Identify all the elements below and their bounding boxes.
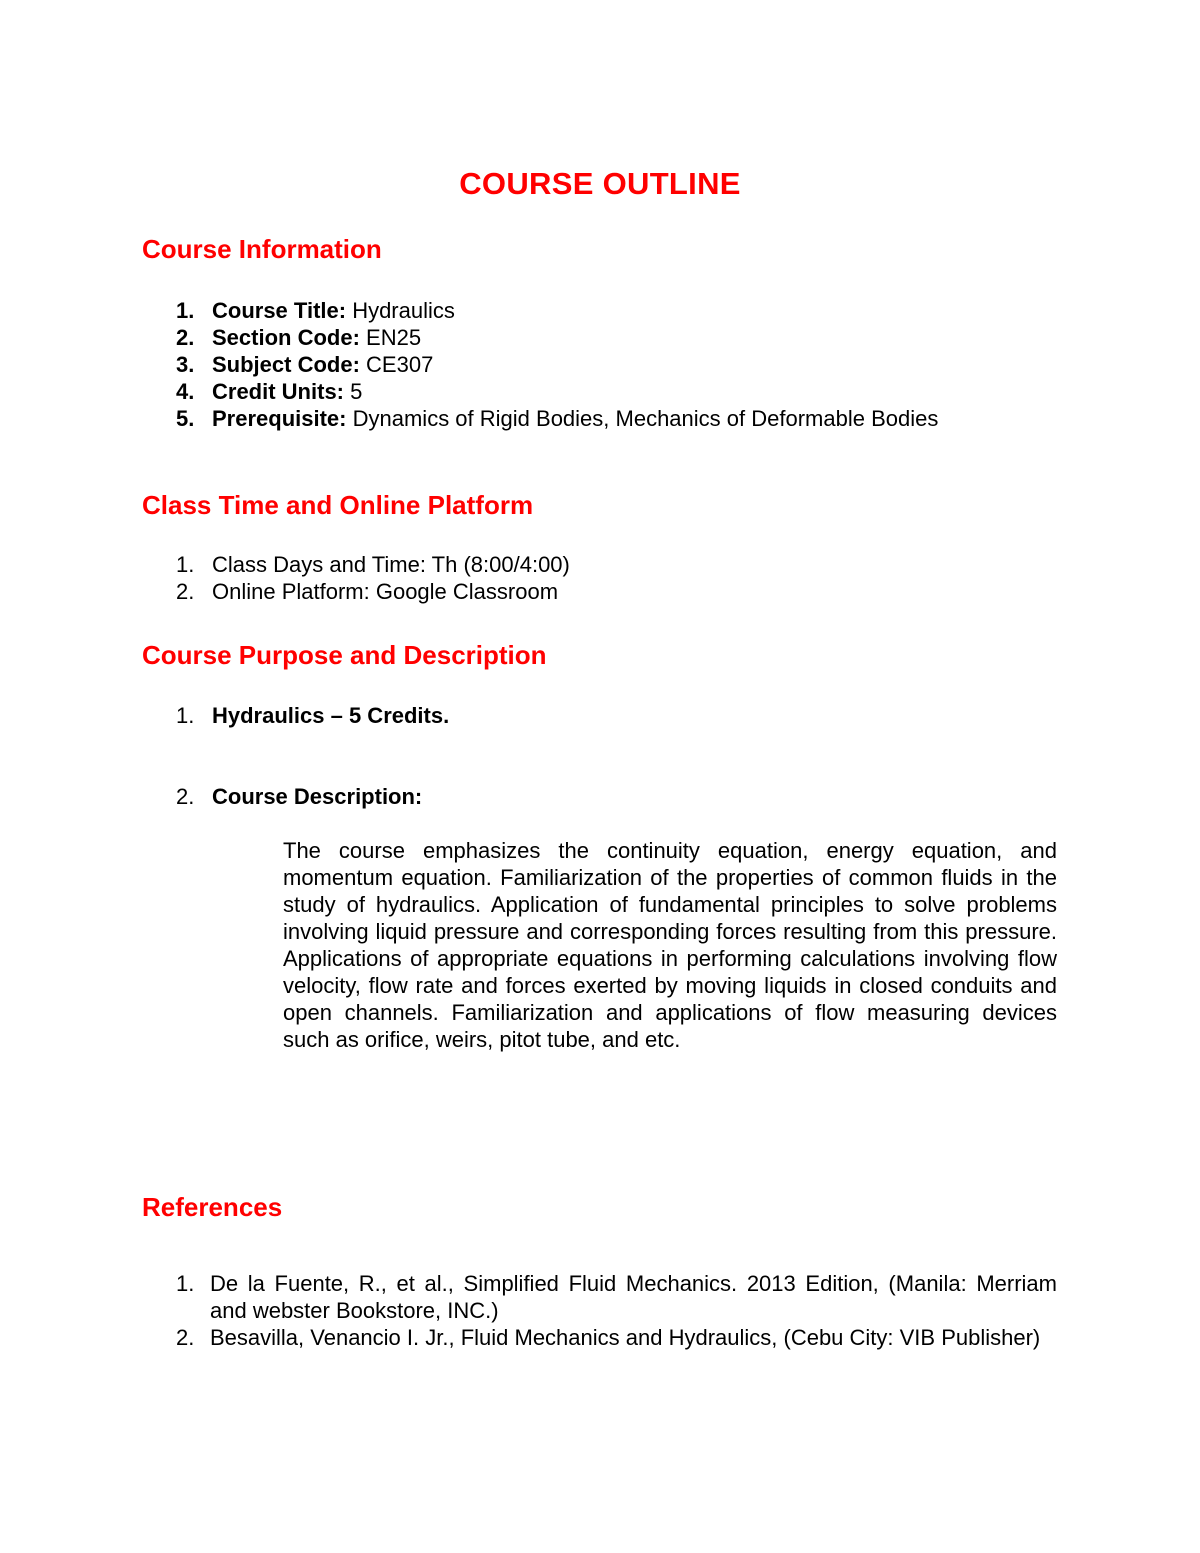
course-information-heading: Course Information <box>142 234 382 264</box>
section-code-label: Section Code: <box>212 325 360 350</box>
document-title: COURSE OUTLINE <box>459 166 741 201</box>
reference-text: Besavilla, Venancio I. Jr., Fluid Mechanics and Hydraulics, (Cebu City: VIB Publisher) <box>210 1325 1041 1350</box>
item-number: 1. <box>176 298 195 323</box>
prerequisite-label: Prerequisite: <box>212 406 347 431</box>
online-platform-text: Online Platform: Google Classroom <box>212 579 559 604</box>
item-number: 2. <box>176 325 195 350</box>
item-number: 2. <box>176 1325 195 1350</box>
subject-code-label: Subject Code: <box>212 352 360 377</box>
class-time-heading: Class Time and Online Platform <box>142 490 534 520</box>
credit-units-label: Credit Units: <box>212 379 344 404</box>
item-number: 2. <box>176 579 195 604</box>
course-description-label: Course Description: <box>212 784 423 809</box>
item-number: 2. <box>176 784 195 809</box>
course-description-paragraph: The course emphasizes the continuity equation, energy equation, and momentum equation. Familiarization of the properties of common fluids in the study of hydraulics. Application of fundamental principles to solve problems involving liquid pressure and corresponding forces resulting from this pressure. Applications of appropriate equations in performing calculations involving flow velocity, flow rate and forces exerted by moving liquids in closed conduits and open channels. Familiarization and applications of flow measuring devices such as orifice, weirs, pitot tube, and etc. <box>283 838 1057 1052</box>
reference-text: De la Fuente, R., et al., Simplified Fluid Mechanics. 2013 Edition, (Manila: Merriam and webster Bookstore, INC.) <box>210 1271 1057 1323</box>
item-number: 3. <box>176 352 195 377</box>
subject-code-value: CE307 <box>366 352 434 377</box>
course-title-label: Course Title: <box>212 298 347 323</box>
class-days-text: Class Days and Time: Th (8:00/4:00) <box>212 552 570 577</box>
item-number: 5. <box>176 406 195 431</box>
item-number: 4. <box>176 379 195 404</box>
references-heading: References <box>142 1192 283 1222</box>
section-code-value: EN25 <box>366 325 422 350</box>
credit-units-value: 5 <box>350 379 363 404</box>
course-purpose-heading: Course Purpose and Description <box>142 640 547 670</box>
course-title-value: Hydraulics <box>352 298 455 323</box>
item-number: 1. <box>176 703 195 728</box>
prerequisite-value: Dynamics of Rigid Bodies, Mechanics of Deformable Bodies <box>352 406 939 431</box>
credits-text: Hydraulics – 5 Credits. <box>212 703 450 728</box>
item-number: 1. <box>176 1271 195 1296</box>
item-number: 1. <box>176 552 195 577</box>
